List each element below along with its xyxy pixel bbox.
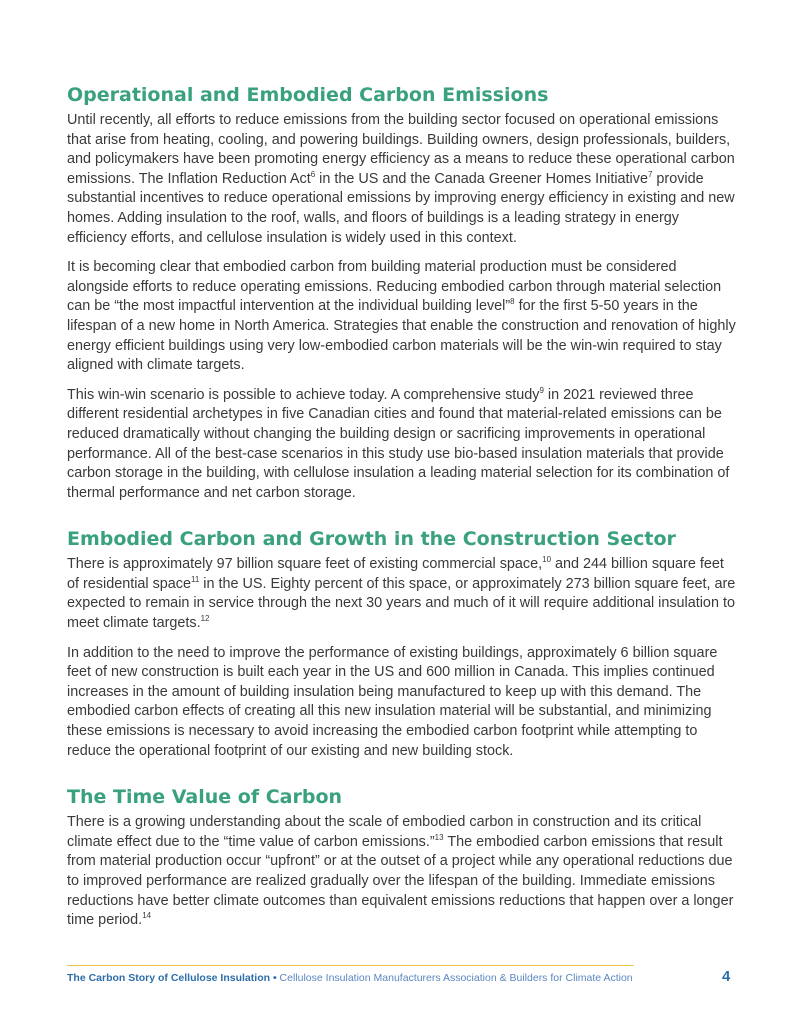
paragraph-text: in 2021 reviewed three different residential archetypes in five Canadian cities and found that material-related emissions can be reduced dramatically without changing the building design or sacrificing improvements in operational performance. All of the best-case scenarios in this study use bio-based insulation materials that provide carbon storage in the building, with cellulose insulation a leading material selection for its combination of thermal performance and net carbon storage.: [67, 386, 730, 501]
paragraph: [67, 258, 737, 376]
footnote-marker: 9: [539, 385, 544, 395]
paragraph-text: There is approximately 97 billion square feet of existing commercial space,: [67, 556, 543, 573]
footer-bullet: •: [270, 972, 280, 984]
paragraph-text: in the US and the Canada Greener Homes Initiative: [315, 170, 648, 187]
footnote-marker: 6: [310, 169, 316, 179]
footer-subtitle: Cellulose Insulation Manufacturers Association & Builders for Climate Action: [279, 972, 633, 984]
paragraph-text: The embodied carbon emissions that result from material production occur “upfront” or at the outset of a project while any operational reductions due to improved performance are realized gradually over the lifespan of the building. Immediate emissions reductions have better climate outcomes than equivalent emissions reductions that happen over a longer time period.: [67, 833, 734, 929]
footnote-marker: 8: [510, 297, 515, 307]
footnote-marker: 12: [200, 614, 210, 624]
document-body: [67, 83, 737, 955]
footer-title: The Carbon Story of Cellulose Insulation: [67, 972, 271, 984]
section-construction-growth: [67, 527, 737, 761]
footer: [67, 970, 633, 986]
paragraph: [67, 644, 737, 762]
paragraph-text: provide substantial incentives to reduce operational emissions by improving energy efficiency in existing and new homes. Adding insulation to the roof, walls, and floors of buildings is a leading strategy in energy efficiency efforts, and cellulose insulation is widely used in this context.: [67, 170, 735, 246]
footnote-marker: 13: [434, 833, 444, 843]
footnote-marker: 10: [542, 555, 552, 565]
footnote-marker: 11: [191, 575, 200, 585]
paragraph-text: In addition to the need to improve the performance of existing buildings, approximately 6 billion square feet of new construction is built each year in the US and 600 million in Canada. This implies continued increases in the amount of building insulation being manufactured to keep up with this demand. The embodied carbon effects of creating all this new insulation material will be substantial, and minimizing these emissions is necessary to avoid increasing the embodied carbon footprint while attempting to reduce the operational footprint of our existing and new building stock.: [67, 644, 718, 759]
section-heading: The Time Value of Carbon: [67, 786, 343, 809]
paragraph-text: in the US. Eighty percent of this space, or approximately 273 billion square feet, are expected to remain in service through the next 30 years and much of it will require additional insulation to meet climate targets.: [67, 575, 736, 632]
paragraph-text: There is a growing understanding about the scale of embodied carbon in construction and its critical climate effect due to the “time value of carbon emissions.”: [67, 814, 702, 850]
footer-divider: [67, 965, 634, 966]
section-time-value: [67, 785, 737, 931]
section-operational-embodied: [67, 83, 737, 503]
footnote-marker: 7: [647, 169, 653, 179]
paragraph: [67, 813, 737, 931]
paragraph-text: This win-win scenario is possible to achieve today. A comprehensive study: [67, 386, 540, 403]
page-number: 4: [722, 968, 731, 985]
paragraph-text: for the first 5-50 years in the lifespan of a new home in North America. Strategies that enable the construction and renovation of highly energy efficient buildings using very low-embodied carbon materials will be the win-win required to stay aligned with climate targets.: [67, 298, 736, 374]
paragraph-text: and 244 billion square feet of residential space: [67, 556, 724, 592]
paragraph-text: It is becoming clear that embodied carbon from building material production must be considered alongside efforts to reduce operating emissions. Reducing embodied carbon through material selection can be “the most impactful intervention at the individual building level”: [67, 259, 722, 315]
paragraph: [67, 386, 737, 504]
paragraph: [67, 111, 737, 248]
paragraph: [67, 555, 737, 633]
section-heading: Operational and Embodied Carbon Emissions: [67, 84, 549, 106]
footnote-marker: 14: [142, 911, 152, 921]
section-heading: Embodied Carbon and Growth in the Construction Sector: [67, 528, 676, 551]
paragraph-text: Until recently, all efforts to reduce emissions from the building sector focused on operational emissions that arise from heating, cooling, and powering buildings. Building owners, design professionals, builders, and policymakers have been promoting energy efficiency as a means to reduce these operational carbon emissions. The Inflation Reduction Act: [67, 112, 735, 187]
